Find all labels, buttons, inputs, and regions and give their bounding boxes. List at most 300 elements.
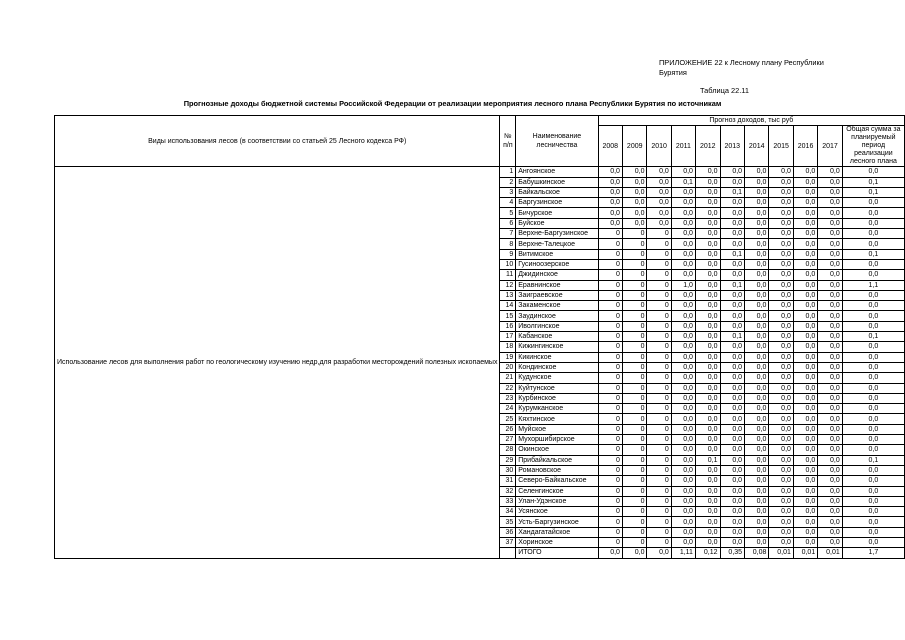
value-cell: 0,0 — [745, 435, 769, 445]
value-cell: 0,0 — [695, 208, 720, 218]
value-cell: 0,0 — [818, 476, 843, 486]
value-cell: 0 — [598, 311, 622, 321]
value-cell: 0,0 — [622, 218, 647, 228]
row-number: 22 — [500, 383, 516, 393]
value-cell: 0,0 — [793, 321, 817, 331]
row-number: 16 — [500, 321, 516, 331]
value-cell: 0,0 — [647, 218, 671, 228]
value-cell: 0 — [598, 321, 622, 331]
value-cell: 0,0 — [818, 373, 843, 383]
value-cell: 0,0 — [793, 290, 817, 300]
value-cell: 0,0 — [647, 198, 671, 208]
forestry-name: Гусиноозерское — [516, 259, 598, 269]
value-cell: 0,0 — [793, 507, 817, 517]
value-cell: 0,0 — [769, 414, 794, 424]
value-cell: 0,0 — [745, 198, 769, 208]
forestry-name: Еравнинское — [516, 280, 598, 290]
total-cell: 0,0 — [842, 414, 904, 424]
row-number: 1 — [500, 167, 516, 177]
value-cell: 0 — [647, 517, 671, 527]
total-cell: 0,0 — [842, 393, 904, 403]
value-cell: 0,0 — [671, 414, 695, 424]
value-cell: 0,0 — [745, 445, 769, 455]
value-cell: 0,0 — [745, 486, 769, 496]
value-cell: 0,0 — [671, 362, 695, 372]
value-cell: 0,0 — [769, 537, 794, 547]
value-cell: 0,0 — [671, 393, 695, 403]
value-cell: 0,0 — [769, 507, 794, 517]
value-cell: 0,0 — [720, 414, 745, 424]
value-cell: 0 — [598, 414, 622, 424]
value-cell: 0,0 — [598, 187, 622, 197]
value-cell: 0,0 — [793, 311, 817, 321]
total-cell: 0,0 — [842, 229, 904, 239]
value-cell: 0 — [647, 259, 671, 269]
value-cell: 0,0 — [745, 270, 769, 280]
value-cell: 0,0 — [818, 465, 843, 475]
value-cell: 0 — [598, 280, 622, 290]
value-cell: 0,0 — [695, 496, 720, 506]
value-cell: 0,0 — [720, 177, 745, 187]
value-cell: 0,0 — [671, 208, 695, 218]
value-cell: 0,0 — [793, 435, 817, 445]
table-row — [55, 167, 905, 177]
year-header-2017: 2017 — [818, 126, 843, 167]
value-cell: 0,0 — [745, 393, 769, 403]
value-cell: 0,0 — [745, 321, 769, 331]
value-cell: 0,0 — [695, 373, 720, 383]
forestry-name: Кикинское — [516, 352, 598, 362]
value-cell: 0,0 — [695, 301, 720, 311]
value-cell: 0,0 — [720, 321, 745, 331]
value-cell: 0,0 — [793, 476, 817, 486]
value-cell: 0,0 — [671, 383, 695, 393]
value-cell: 0,0 — [793, 465, 817, 475]
row-number: 30 — [500, 465, 516, 475]
value-cell: 0,0 — [769, 187, 794, 197]
row-number: 36 — [500, 527, 516, 537]
total-cell: 0,1 — [842, 332, 904, 342]
value-cell: 0,0 — [720, 527, 745, 537]
value-cell: 0,0 — [647, 177, 671, 187]
total-cell: 0,0 — [842, 527, 904, 537]
value-cell: 0 — [598, 259, 622, 269]
value-cell: 0,0 — [793, 177, 817, 187]
value-cell: 0,0 — [745, 280, 769, 290]
value-cell: 0 — [647, 414, 671, 424]
value-cell: 0,0 — [745, 208, 769, 218]
value-cell: 0 — [647, 445, 671, 455]
value-cell: 0,0 — [745, 507, 769, 517]
value-cell: 0 — [622, 239, 647, 249]
value-cell: 0 — [598, 393, 622, 403]
value-cell: 0,0 — [818, 249, 843, 259]
value-cell: 0,0 — [745, 311, 769, 321]
total-cell: 0,0 — [842, 486, 904, 496]
forestry-name: Бичурское — [516, 208, 598, 218]
value-cell: 0,0 — [720, 352, 745, 362]
value-cell: 0,0 — [745, 537, 769, 547]
value-cell: 0 — [622, 301, 647, 311]
value-cell: 0,0 — [695, 187, 720, 197]
value-cell: 0 — [598, 445, 622, 455]
value-cell: 0,0 — [598, 177, 622, 187]
forestry-name: Ангоянское — [516, 167, 598, 177]
value-cell: 0 — [622, 414, 647, 424]
value-cell: 0,0 — [695, 332, 720, 342]
value-cell: 0,0 — [793, 362, 817, 372]
forestry-name: Иволгинское — [516, 321, 598, 331]
value-cell: 0,0 — [793, 270, 817, 280]
value-cell: 0 — [647, 507, 671, 517]
value-cell: 0,0 — [793, 455, 817, 465]
value-cell: 0,0 — [695, 383, 720, 393]
total-cell: 0,0 — [842, 496, 904, 506]
value-cell: 0,0 — [671, 229, 695, 239]
value-cell: 0,0 — [769, 301, 794, 311]
row-number: 18 — [500, 342, 516, 352]
value-cell: 0,0 — [818, 455, 843, 465]
value-cell: 0 — [598, 332, 622, 342]
value-cell: 0,0 — [720, 393, 745, 403]
value-cell: 0,0 — [671, 424, 695, 434]
value-cell: 0 — [598, 229, 622, 239]
forestry-name: Бабушкинское — [516, 177, 598, 187]
value-cell: 0,0 — [745, 414, 769, 424]
col-forecast-header: Прогноз доходов, тыс руб — [598, 116, 904, 126]
value-cell: 0,0 — [695, 393, 720, 403]
value-cell: 0,0 — [671, 373, 695, 383]
value-cell: 0 — [647, 465, 671, 475]
value-cell: 0 — [647, 393, 671, 403]
value-cell: 0,0 — [818, 270, 843, 280]
value-cell: 0,0 — [769, 167, 794, 177]
year-header-2016: 2016 — [793, 126, 817, 167]
value-cell: 0,0 — [720, 208, 745, 218]
value-cell: 0,0 — [720, 290, 745, 300]
grand-total-cell: 1,7 — [842, 548, 904, 558]
value-cell: 0,0 — [720, 435, 745, 445]
value-cell: 0,0 — [745, 218, 769, 228]
value-cell: 0,0 — [695, 404, 720, 414]
row-number: 14 — [500, 301, 516, 311]
value-cell: 0 — [622, 476, 647, 486]
value-cell: 0,0 — [769, 424, 794, 434]
value-cell: 0,0 — [793, 352, 817, 362]
total-cell: 0,0 — [842, 259, 904, 269]
forestry-name: Романовское — [516, 465, 598, 475]
forestry-name: Прибайкальское — [516, 455, 598, 465]
value-cell: 0 — [622, 249, 647, 259]
value-cell: 0,0 — [769, 465, 794, 475]
value-cell: 0,0 — [720, 537, 745, 547]
value-cell: 0,0 — [720, 301, 745, 311]
value-cell: 0 — [598, 537, 622, 547]
row-number: 27 — [500, 435, 516, 445]
value-cell: 0 — [647, 476, 671, 486]
value-cell: 0 — [598, 435, 622, 445]
value-cell: 0,0 — [769, 383, 794, 393]
value-cell: 0,0 — [769, 404, 794, 414]
value-cell: 0 — [622, 465, 647, 475]
value-cell: 0 — [647, 373, 671, 383]
value-cell: 0,0 — [695, 239, 720, 249]
value-cell: 0,0 — [818, 414, 843, 424]
total-cell: 0,1 — [842, 249, 904, 259]
value-cell: 0,0 — [745, 517, 769, 527]
appendix-note: ПРИЛОЖЕНИЕ 22 к Лесному плану Республики Бурятия — [659, 58, 824, 77]
value-cell: 0,0 — [793, 167, 817, 177]
value-cell: 0,0 — [671, 527, 695, 537]
total-value-cell: 0,35 — [720, 548, 745, 558]
forestry-name: Мухоршибирское — [516, 435, 598, 445]
value-cell: 0 — [598, 404, 622, 414]
value-cell: 0,0 — [671, 259, 695, 269]
value-cell: 0,0 — [720, 167, 745, 177]
value-cell: 0 — [598, 342, 622, 352]
value-cell: 0,0 — [769, 270, 794, 280]
value-cell: 0 — [622, 527, 647, 537]
row-number: 24 — [500, 404, 516, 414]
value-cell: 0,0 — [671, 404, 695, 414]
value-cell: 0,0 — [769, 362, 794, 372]
value-cell: 0,0 — [720, 362, 745, 372]
value-cell: 0,0 — [793, 249, 817, 259]
value-cell: 0 — [622, 229, 647, 239]
value-cell: 0,0 — [818, 424, 843, 434]
value-cell: 0,0 — [818, 218, 843, 228]
value-cell: 0,0 — [818, 311, 843, 321]
value-cell: 0,0 — [671, 507, 695, 517]
value-cell: 0,0 — [793, 259, 817, 269]
value-cell: 0,0 — [695, 218, 720, 228]
value-cell: 0,0 — [818, 239, 843, 249]
forestry-name: Улан-Удэнское — [516, 496, 598, 506]
value-cell: 0 — [598, 486, 622, 496]
value-cell: 0,0 — [769, 321, 794, 331]
value-cell: 0,0 — [745, 476, 769, 486]
forestry-name: Усть-Баргузинское — [516, 517, 598, 527]
value-cell: 0,0 — [745, 424, 769, 434]
value-cell: 0,0 — [769, 177, 794, 187]
value-cell: 0,0 — [720, 476, 745, 486]
value-cell: 0,0 — [793, 424, 817, 434]
total-cell: 0,0 — [842, 321, 904, 331]
value-cell: 0,0 — [793, 208, 817, 218]
total-value-cell: 0,01 — [818, 548, 843, 558]
total-value-cell: 0,01 — [769, 548, 794, 558]
value-cell: 0 — [622, 259, 647, 269]
value-cell: 0,0 — [671, 352, 695, 362]
row-number: 26 — [500, 424, 516, 434]
col-purpose-header: Виды использования лесов (в соответствии со статьей 25 Лесного кодекса РФ) — [55, 116, 500, 167]
value-cell: 0 — [622, 332, 647, 342]
total-cell: 0,1 — [842, 187, 904, 197]
forestry-name: Кудунское — [516, 373, 598, 383]
value-cell: 0,0 — [745, 229, 769, 239]
value-cell: 0,0 — [720, 218, 745, 228]
row-number: 15 — [500, 311, 516, 321]
value-cell: 0,0 — [695, 537, 720, 547]
value-cell: 0,0 — [745, 332, 769, 342]
value-cell: 0,1 — [720, 332, 745, 342]
value-cell: 0 — [647, 342, 671, 352]
value-cell: 0,0 — [769, 208, 794, 218]
value-cell: 0 — [598, 455, 622, 465]
value-cell: 0,0 — [818, 290, 843, 300]
value-cell: 0,0 — [769, 332, 794, 342]
value-cell: 0 — [622, 393, 647, 403]
total-label: ИТОГО — [516, 548, 598, 558]
year-header-2011: 2011 — [671, 126, 695, 167]
value-cell: 0,0 — [745, 496, 769, 506]
value-cell: 0,0 — [745, 249, 769, 259]
forestry-name: Кондинское — [516, 362, 598, 372]
value-cell: 0,0 — [818, 198, 843, 208]
total-value-cell: 1,11 — [671, 548, 695, 558]
row-number — [500, 548, 516, 558]
year-header-2009: 2009 — [622, 126, 647, 167]
value-cell: 0,0 — [745, 383, 769, 393]
value-cell: 0 — [647, 301, 671, 311]
value-cell: 0,0 — [598, 208, 622, 218]
total-cell: 0,0 — [842, 208, 904, 218]
value-cell: 0,0 — [793, 332, 817, 342]
value-cell: 0,0 — [647, 208, 671, 218]
value-cell: 0,0 — [745, 301, 769, 311]
value-cell: 0,0 — [818, 301, 843, 311]
value-cell: 0 — [647, 496, 671, 506]
row-number: 29 — [500, 455, 516, 465]
value-cell: 0,0 — [818, 445, 843, 455]
value-cell: 0,0 — [647, 187, 671, 197]
value-cell: 0,1 — [671, 177, 695, 187]
total-value-cell: 0,0 — [647, 548, 671, 558]
row-number: 28 — [500, 445, 516, 455]
value-cell: 0,0 — [793, 301, 817, 311]
value-cell: 0 — [622, 424, 647, 434]
value-cell: 0,0 — [745, 259, 769, 269]
value-cell: 0,0 — [671, 496, 695, 506]
page-title: Прогнозные доходы бюджетной системы Российской Федерации от реализации мероприятия лесного плана Республики Бурятия по источникам — [183, 99, 722, 108]
value-cell: 0 — [622, 486, 647, 496]
value-cell: 0,0 — [793, 517, 817, 527]
total-cell: 0,0 — [842, 301, 904, 311]
value-cell: 0,0 — [695, 527, 720, 537]
value-cell: 0,0 — [793, 342, 817, 352]
row-number: 19 — [500, 352, 516, 362]
value-cell: 0,0 — [695, 321, 720, 331]
value-cell: 0,0 — [745, 290, 769, 300]
value-cell: 0,0 — [769, 527, 794, 537]
value-cell: 0,0 — [695, 198, 720, 208]
forestry-name: Заиграевское — [516, 290, 598, 300]
value-cell: 0,0 — [671, 486, 695, 496]
value-cell: 0,0 — [671, 342, 695, 352]
value-cell: 0,0 — [769, 249, 794, 259]
value-cell: 0,0 — [818, 280, 843, 290]
total-cell: 1,1 — [842, 280, 904, 290]
row-number: 7 — [500, 229, 516, 239]
total-cell: 0,0 — [842, 404, 904, 414]
row-number: 23 — [500, 393, 516, 403]
row-number: 9 — [500, 249, 516, 259]
value-cell: 0,0 — [720, 445, 745, 455]
purpose-cell: Использование лесов для выполнения работ по геологическому изучению недр,для разработки месторождений полезных ископаемых — [55, 167, 500, 558]
value-cell: 0,0 — [598, 218, 622, 228]
value-cell: 0,0 — [671, 290, 695, 300]
total-cell: 0,0 — [842, 352, 904, 362]
value-cell: 0,0 — [818, 229, 843, 239]
value-cell: 0 — [622, 280, 647, 290]
value-cell: 0,0 — [671, 445, 695, 455]
row-number: 32 — [500, 486, 516, 496]
value-cell: 0,0 — [671, 476, 695, 486]
value-cell: 0,0 — [818, 435, 843, 445]
value-cell: 0,0 — [818, 404, 843, 414]
forestry-name: Верхне-Талецкое — [516, 239, 598, 249]
value-cell: 0,0 — [769, 229, 794, 239]
value-cell: 0,0 — [671, 455, 695, 465]
row-number: 2 — [500, 177, 516, 187]
value-cell: 0,0 — [793, 239, 817, 249]
forestry-name: Баргузинское — [516, 198, 598, 208]
value-cell: 0,0 — [671, 249, 695, 259]
value-cell: 0,0 — [769, 259, 794, 269]
value-cell: 0,0 — [671, 198, 695, 208]
value-cell: 0,0 — [793, 373, 817, 383]
total-cell: 0,0 — [842, 435, 904, 445]
total-cell: 0,0 — [842, 445, 904, 455]
total-cell: 0,0 — [842, 167, 904, 177]
value-cell: 0 — [598, 270, 622, 280]
value-cell: 0 — [622, 342, 647, 352]
value-cell: 0,0 — [720, 198, 745, 208]
value-cell: 0 — [598, 496, 622, 506]
forestry-name: Хандагатайское — [516, 527, 598, 537]
total-cell: 0,0 — [842, 383, 904, 393]
value-cell: 0,0 — [769, 496, 794, 506]
row-number: 8 — [500, 239, 516, 249]
value-cell: 0 — [647, 290, 671, 300]
row-number: 17 — [500, 332, 516, 342]
value-cell: 0,0 — [818, 496, 843, 506]
value-cell: 0,0 — [695, 259, 720, 269]
value-cell: 0,0 — [793, 486, 817, 496]
row-number: 31 — [500, 476, 516, 486]
value-cell: 0,0 — [720, 496, 745, 506]
row-number: 12 — [500, 280, 516, 290]
total-value-cell: 0,0 — [598, 548, 622, 558]
value-cell: 0 — [622, 445, 647, 455]
value-cell: 0,0 — [720, 383, 745, 393]
value-cell: 0,0 — [818, 208, 843, 218]
value-cell: 0 — [622, 352, 647, 362]
total-cell: 0,0 — [842, 362, 904, 372]
value-cell: 0,0 — [793, 414, 817, 424]
row-number: 21 — [500, 373, 516, 383]
value-cell: 0,0 — [793, 445, 817, 455]
total-cell: 0,0 — [842, 198, 904, 208]
row-number: 33 — [500, 496, 516, 506]
value-cell: 0,0 — [793, 527, 817, 537]
value-cell: 0,0 — [720, 259, 745, 269]
value-cell: 0,0 — [671, 218, 695, 228]
value-cell: 0,0 — [720, 373, 745, 383]
value-cell: 0,0 — [671, 321, 695, 331]
value-cell: 0,0 — [793, 393, 817, 403]
year-header-2014: 2014 — [745, 126, 769, 167]
